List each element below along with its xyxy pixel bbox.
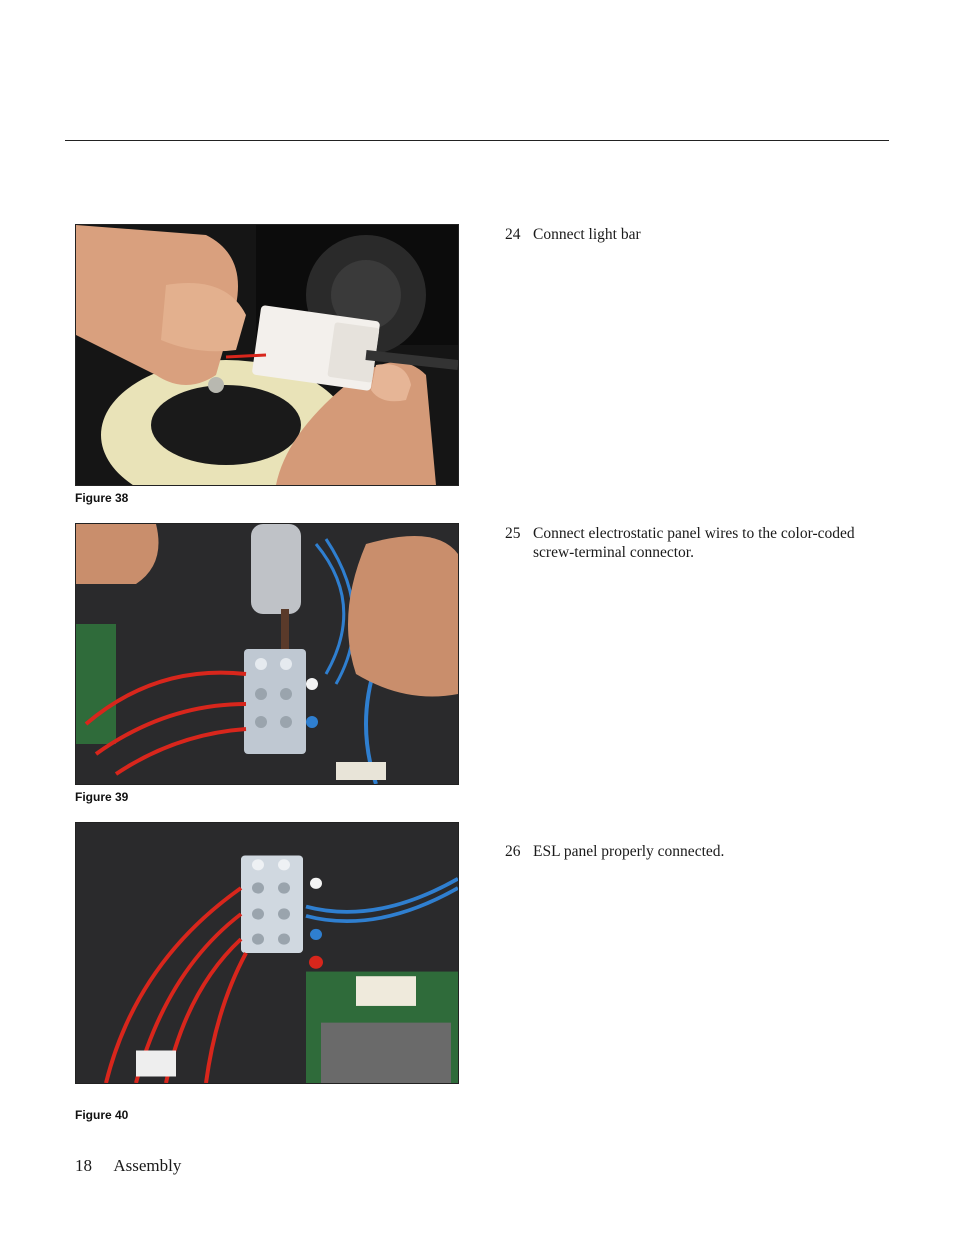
header-rule: [65, 140, 889, 141]
step-number: 24: [505, 226, 521, 243]
page-footer: [75, 1156, 181, 1176]
page-number: 18: [75, 1156, 92, 1175]
figure-caption: Figure 38: [75, 491, 129, 505]
figure-40-photo: [75, 822, 459, 1084]
section-title: Assembly: [113, 1156, 182, 1175]
step-25: [505, 524, 895, 562]
step-number: 26: [505, 843, 521, 860]
figure-caption: Figure 40: [75, 1108, 129, 1122]
screw-terminal-photo-icon: [76, 524, 458, 784]
step-text: ESL panel properly connected.: [533, 843, 725, 860]
step-24: [505, 225, 895, 244]
figure-38-photo: [75, 224, 459, 486]
step-number: 25: [505, 525, 521, 542]
esl-panel-connected-photo-icon: [76, 823, 458, 1083]
figure-39-photo: [75, 523, 459, 785]
light-bar-connector-photo-icon: [76, 225, 458, 485]
step-text: Connect light bar: [533, 226, 641, 243]
step-text: Connect electrostatic panel wires to the color-coded screw-terminal connector.: [533, 525, 855, 561]
figure-caption: Figure 39: [75, 790, 129, 804]
step-26: [505, 842, 895, 861]
